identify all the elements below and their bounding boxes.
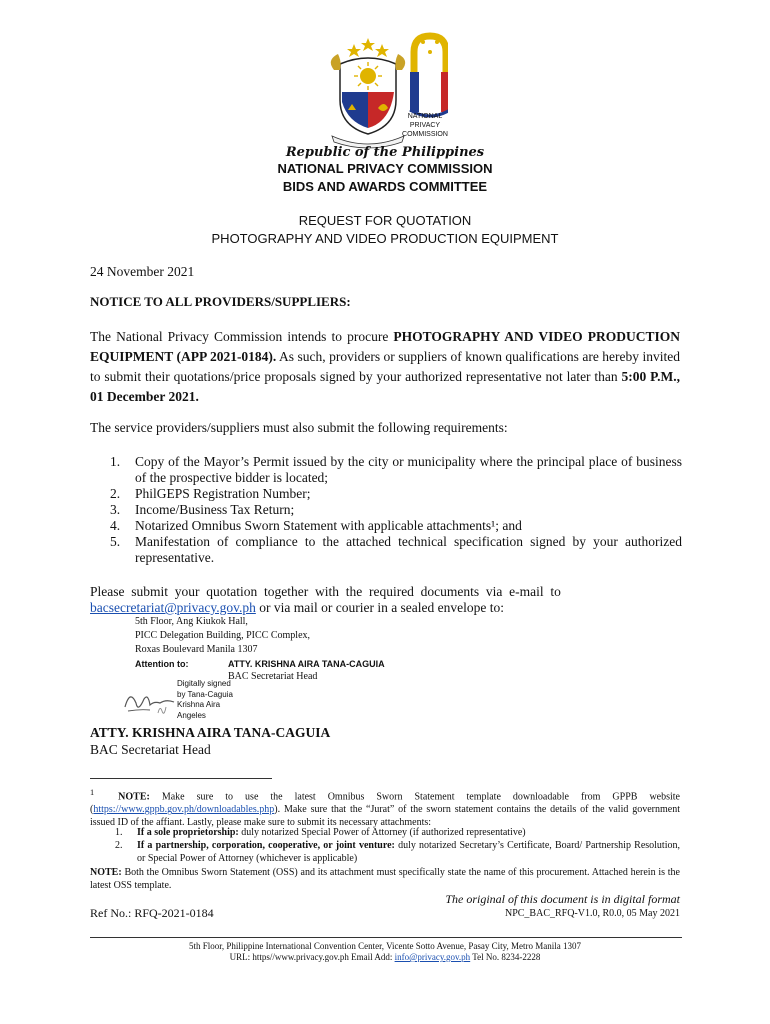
document-title: REQUEST FOR QUOTATION bbox=[298, 213, 472, 228]
footer-url: URL: https//www.privacy.gov.ph Email Add: bbox=[229, 952, 395, 962]
list-text: Notarized Omnibus Sworn Statement with applicable attachments¹; and bbox=[135, 518, 522, 533]
list-text: PhilGEPS Registration Number; bbox=[135, 486, 311, 501]
deadline: 5:00 P.M., 01 December 2021. bbox=[90, 369, 680, 404]
attention-title: BAC Secretariat Head bbox=[228, 671, 318, 682]
footer-tel: Tel No. 8234-2228 bbox=[470, 952, 541, 962]
attention-name: ATTY. KRISHNA AIRA TANA-CAGUIA bbox=[228, 659, 385, 669]
signature-line: Angeles bbox=[177, 710, 206, 720]
attention-label: Attention to: bbox=[135, 659, 189, 669]
committee-name: BIDS AND AWARDS COMMITTEE bbox=[282, 179, 488, 194]
list-number: 5. bbox=[110, 534, 121, 549]
address-line: Roxas Boulevard Manila 1307 bbox=[135, 644, 258, 655]
footnote bbox=[90, 786, 680, 829]
npc-padlock-icon bbox=[410, 36, 448, 116]
note-text: Make sure to use the latest Omnibus Sworn Statement template downloadable from GPPB website ( bbox=[90, 791, 680, 816]
intro-text: As such, providers or suppliers of known qualifications are hereby invited to submit their quotations/price proposals signed by your authorized representative not later than bbox=[90, 349, 680, 384]
note-label: NOTE: bbox=[118, 791, 150, 803]
item-label: If a sole proprietorship: bbox=[137, 827, 239, 838]
list-number: 3. bbox=[110, 502, 121, 517]
info-email-link[interactable]: info@privacy.gov.ph bbox=[394, 952, 471, 962]
signature-line: by Tana-Caguia bbox=[177, 689, 233, 699]
list-text: Manifestation of compliance to the attached technical specification signed by your authorized representative. bbox=[135, 534, 682, 565]
list-number: 4. bbox=[110, 518, 121, 533]
note-text: ). Make sure that the “Jurat” of the sworn statement contains the details of the valid government issued ID of the affiant. Lastly, please make sure to submit its necessary attachments: bbox=[90, 804, 680, 829]
seal-caption bbox=[400, 112, 450, 139]
item-label: If a partnership, corporation, cooperative, or joint venture: bbox=[137, 840, 395, 851]
list-text: Income/Business Tax Return; bbox=[135, 502, 295, 517]
bac-email-link[interactable]: bacsecretariat@privacy.gov.ph bbox=[90, 600, 256, 615]
gppb-link[interactable]: https://www.gppb.gov.ph/downloadables.php bbox=[93, 804, 275, 816]
list-number: 2. bbox=[110, 486, 121, 501]
procurement-name: PHOTOGRAPHY AND VIDEO PRODUCTION EQUIPMENT (APP 2021-0184). bbox=[90, 329, 680, 364]
submit-instructions: Please submit your quotation together with the required documents via e-mail to bbox=[90, 584, 561, 599]
footnote-note2 bbox=[90, 866, 680, 892]
seal-caption-line: PRIVACY bbox=[409, 122, 441, 129]
digital-signature-stamp bbox=[177, 679, 233, 721]
signature-line: Digitally signed bbox=[177, 679, 231, 688]
list-number: 2. bbox=[115, 840, 123, 851]
item-text: duly notarized Special Power of Attorney (if authorized representative) bbox=[238, 827, 526, 838]
footer-address: 5th Floor, Philippine International Convention Center, Vicente Sotto Avenue, Pasay City, Metro Manila 1307 bbox=[188, 941, 582, 951]
document-subtitle: PHOTOGRAPHY AND VIDEO PRODUCTION EQUIPMENT bbox=[211, 231, 559, 246]
philippine-seal-icon bbox=[331, 38, 405, 148]
requirements-intro: The service providers/suppliers must also submit the following requirements: bbox=[90, 420, 508, 435]
signature-line: Krishna Aira bbox=[177, 700, 221, 709]
form-code: NPC_BAC_RFQ-V1.0, R0.0, 05 May 2021 bbox=[504, 908, 680, 919]
item-text: duly notarized Secretary’s Certificate, Board/ Partnership Resolution, or Special Power of Attorney (whichever is applicable) bbox=[137, 840, 680, 864]
notice-heading: NOTICE TO ALL PROVIDERS/SUPPLIERS: bbox=[90, 294, 351, 309]
digital-format-note: The original of this document is in digital format bbox=[445, 892, 680, 906]
document-date: 24 November 2021 bbox=[90, 264, 195, 279]
intro-text: The National Privacy Commission intends to procure bbox=[90, 329, 394, 344]
reference-number: Ref No.: RFQ-2021-0184 bbox=[90, 906, 214, 920]
list-number: 1. bbox=[110, 454, 121, 469]
footnote-marker: 1 bbox=[90, 788, 95, 797]
address-line: 5th Floor, Ang Kiukok Hall, bbox=[135, 616, 248, 627]
signatory-name: ATTY. KRISHNA AIRA TANA-CAGUIA bbox=[90, 725, 331, 740]
submit-text: or via mail or courier in a sealed envelope to: bbox=[255, 600, 505, 615]
seal-caption-line: COMMISSION bbox=[402, 131, 448, 138]
agency-name: NATIONAL PRIVACY COMMISSION bbox=[277, 161, 493, 176]
footer-rule bbox=[90, 937, 682, 938]
footer-contact bbox=[0, 952, 770, 963]
signatory-title: BAC Secretariat Head bbox=[90, 742, 211, 757]
intro-paragraph bbox=[90, 327, 680, 407]
handwritten-signature bbox=[120, 683, 180, 723]
footnote-separator bbox=[90, 778, 272, 779]
list-number: 1. bbox=[115, 827, 123, 838]
note-text: Both the Omnibus Sworn Statement (OSS) and its attachment must specifically state the name of this procurement. Attached herein is the latest OSS template. bbox=[90, 867, 680, 891]
list-text: Copy of the Mayor’s Permit issued by the city or municipality where the principal place of business of the prospective bidder is located; bbox=[135, 454, 682, 485]
seal-caption-line: NATIONAL bbox=[407, 113, 443, 120]
note-label: NOTE: bbox=[90, 867, 122, 878]
republic-heading: Republic of the Philippines bbox=[285, 145, 485, 160]
address-line: PICC Delegation Building, PICC Complex, bbox=[135, 630, 311, 641]
